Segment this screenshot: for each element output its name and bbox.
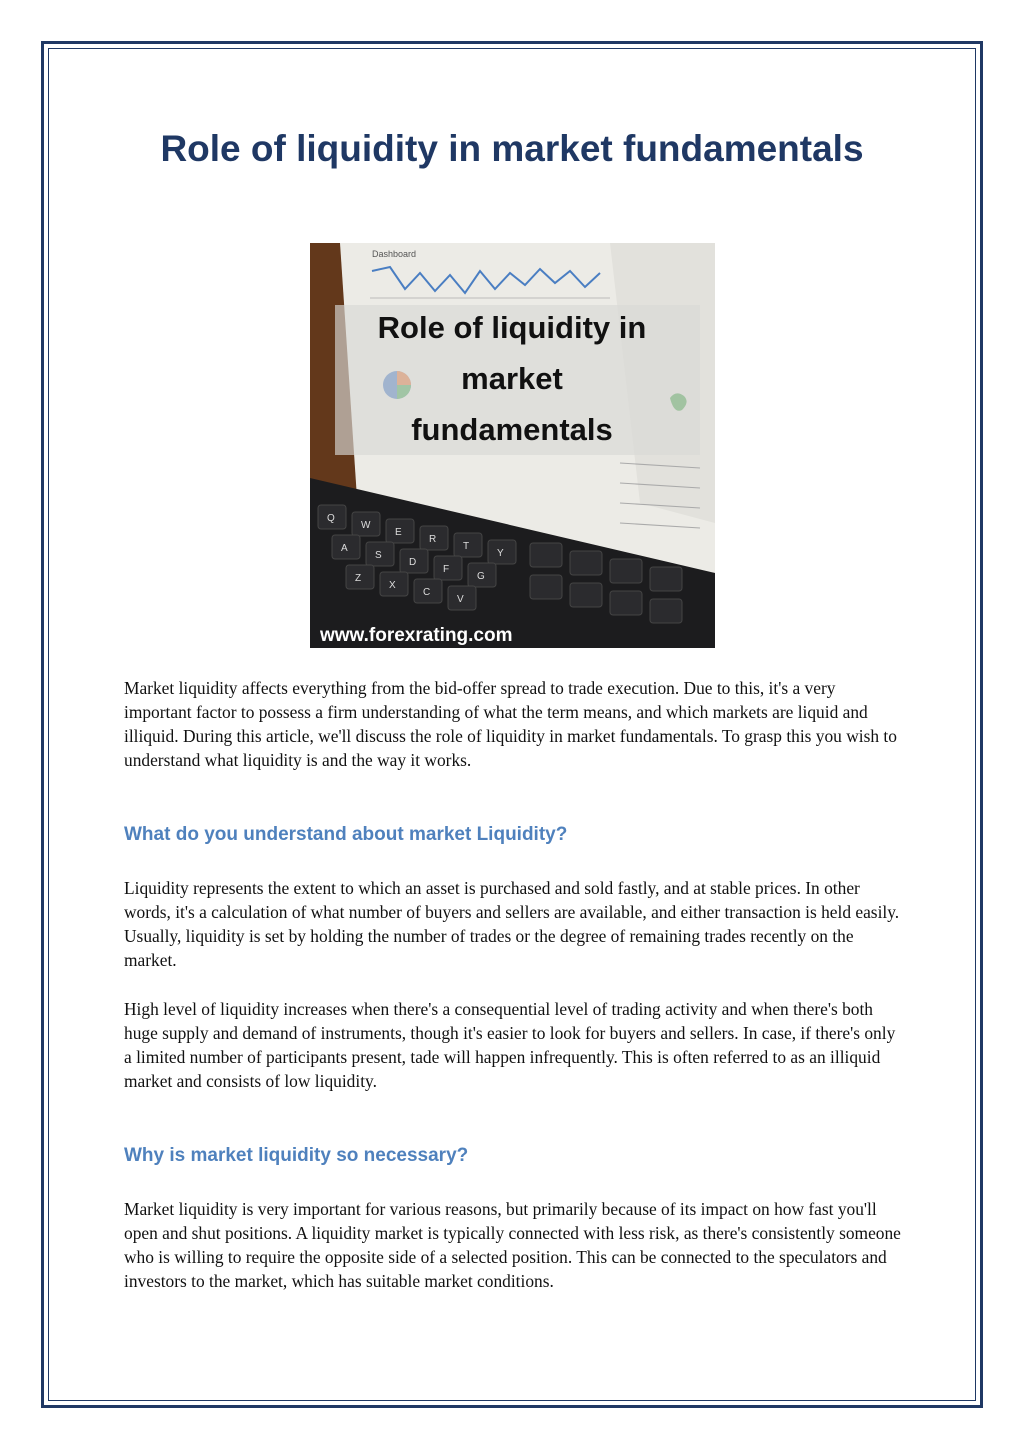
keyboard-key	[570, 551, 602, 575]
keyboard-key-label: Z	[355, 573, 362, 584]
hero-illustration	[310, 243, 715, 648]
keyboard-key-label: E	[395, 527, 402, 538]
overlay-line-3: fundamentals	[411, 412, 613, 447]
keyboard-key-label: T	[463, 541, 470, 552]
importance-paragraph: Market liquidity is very important for various reasons, but primarily because of its impact on how fast you'll open and shut positions. A liquidity market is typically connected with less risk, as there's consistently someone who is willing to require the opposite side of a selected position. This can be connected to the speculators and investors to the market, which has suitable market conditions.	[124, 1199, 901, 1291]
intro-paragraph: Market liquidity affects everything from the bid-offer spread to trade execution. Due to this, it's a very important factor to possess a firm understanding of what the term means, and which markets are liquid and illiquid. During this article, we'll discuss the role of liquidity in market fundamentals. To grasp this you wish to understand what liquidity is and the way it works.	[124, 678, 897, 770]
keyboard-key-label: Y	[497, 548, 504, 559]
document-title: Role of liquidity in market fundamentals	[160, 128, 864, 169]
keyboard-key	[650, 599, 682, 623]
high-liquidity-paragraph: High level of liquidity increases when there's a consequential level of trading activity and when there's both huge supply and demand of instruments, though it's easier to look for buyers and sellers. In case, if there's only a limited number of participants present, tade will happen infrequently. This is often referred to as an illiquid market and consists of low liquidity.	[124, 999, 896, 1091]
keyboard-key-label: S	[375, 550, 382, 561]
dashboard-label: Dashboard	[372, 249, 417, 259]
keyboard-key-label: D	[409, 557, 417, 568]
keyboard-key-label: C	[423, 587, 431, 598]
keyboard-key	[610, 559, 642, 583]
keyboard-key-label: G	[477, 571, 485, 582]
keyboard-key	[610, 591, 642, 615]
watermark: www.forexrating.com	[320, 625, 513, 646]
keyboard-key	[570, 583, 602, 607]
keyboard-key-label: V	[457, 594, 464, 605]
heading-why-necessary: Why is market liquidity so necessary?	[124, 1145, 469, 1166]
keyboard-key	[530, 543, 562, 567]
keyboard-key-label: R	[429, 534, 437, 545]
keyboard-key-label: W	[361, 520, 371, 531]
liquidity-definition-paragraph: Liquidity represents the extent to which an asset is purchased and sold fastly, and at stable prices. In other words, it's a calculation of what number of buyers and sellers are available, and either transaction is held easily. Usually, liquidity is set by holding the number of trades or the degree of remaining trades recently on the market.	[124, 878, 900, 970]
keyboard-key	[650, 567, 682, 591]
keyboard-key-label: X	[389, 580, 396, 591]
keyboard-key	[530, 575, 562, 599]
keyboard-key-label: Q	[327, 513, 335, 524]
overlay-line-1: Role of liquidity in	[377, 310, 647, 345]
keyboard-key-label: A	[341, 543, 348, 554]
hero-image	[310, 243, 715, 648]
overlay-line-2: market	[461, 361, 563, 396]
heading-understand-liquidity: What do you understand about market Liquidity?	[124, 824, 568, 845]
keyboard-key-label: F	[443, 564, 450, 575]
